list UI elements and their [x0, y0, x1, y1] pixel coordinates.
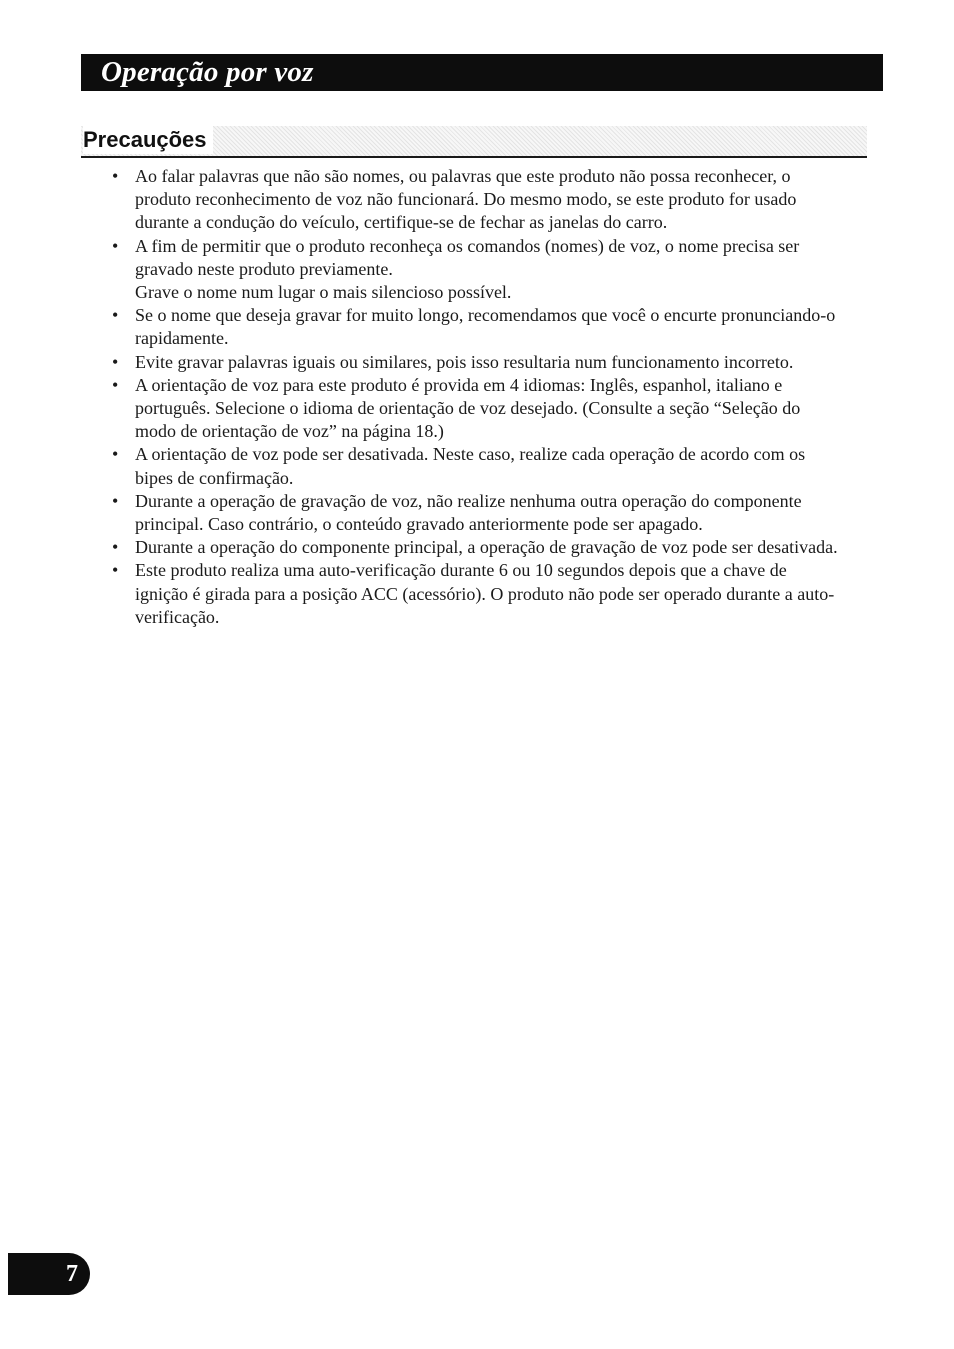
list-item-text: Este produto realiza uma auto-verificação durante 6 ou 10 segundos depois que a chave de ignição é girada para a posição ACC (acessório). O produto não pode ser operado durante a auto-verificação.: [135, 560, 835, 627]
bullet-icon: •: [112, 490, 119, 511]
list-item: [112, 374, 842, 444]
list-item: [112, 304, 842, 350]
bullet-icon: •: [112, 537, 119, 558]
list-item: [112, 443, 842, 489]
list-item-text: A fim de permitir que o produto reconheça os comandos (nomes) de voz, o nome precisa ser gravado neste produto previamente.: [135, 235, 800, 279]
section-title: Precauções: [83, 126, 213, 154]
bullet-icon: •: [112, 444, 119, 465]
section-heading-band: [81, 126, 867, 156]
list-item-text: A orientação de voz pode ser desativada. Neste caso, realize cada operação de acordo com os bipes de confirmação.: [135, 444, 806, 488]
list-item-text: Durante a operação de gravação de voz, não realize nenhuma outra operação do componente principal. Caso contrário, o conteúdo gravado anteriormente pode ser apagado.: [135, 490, 802, 535]
bullet-icon: •: [112, 351, 119, 372]
chapter-title-bar: [81, 54, 883, 91]
list-item: [112, 235, 842, 305]
section-divider: [81, 156, 867, 158]
list-item: [112, 351, 842, 374]
chapter-title: Operação por voz: [101, 56, 314, 88]
bullet-icon: •: [112, 235, 119, 256]
bullet-icon: •: [112, 374, 119, 395]
list-item: [112, 490, 842, 536]
list-item: [112, 536, 842, 559]
list-item-note: Grave o nome num lugar o mais silencioso possível.: [135, 282, 512, 303]
bullet-icon: •: [112, 305, 119, 326]
precautions-list: [112, 165, 842, 629]
list-item-text: Ao falar palavras que não são nomes, ou palavras que este produto não possa reconhecer, o produto reconhecimento de voz não funcionará. Do mesmo modo, se este produto for usado durante a condução do veículo, certifique-se de fechar as janelas do carro.: [135, 166, 797, 233]
list-item-text: Se o nome que deseja gravar for muito longo, recomendamos que você o encurte pronunciando-o rapidamente.: [135, 305, 836, 349]
list-item-text: A orientação de voz para este produto é provida em 4 idiomas: Inglês, espanhol, italiano e português. Selecione o idioma de orientação de voz desejado. (Consulte a seção “Seleção do modo de orientação de voz” na página 18.): [135, 374, 801, 442]
list-item: [112, 559, 842, 629]
page-number-tab: [8, 1253, 90, 1295]
bullet-icon: •: [112, 166, 119, 186]
list-item-text: Evite gravar palavras iguais ou similares, pois isso resultaria num funcionamento incorreto.: [135, 351, 794, 372]
list-item: [112, 165, 842, 235]
bullet-icon: •: [112, 560, 119, 581]
list-item-text: Durante a operação do componente principal, a operação de gravação de voz pode ser desativada.: [135, 537, 838, 558]
page-number: 7: [66, 1261, 78, 1287]
